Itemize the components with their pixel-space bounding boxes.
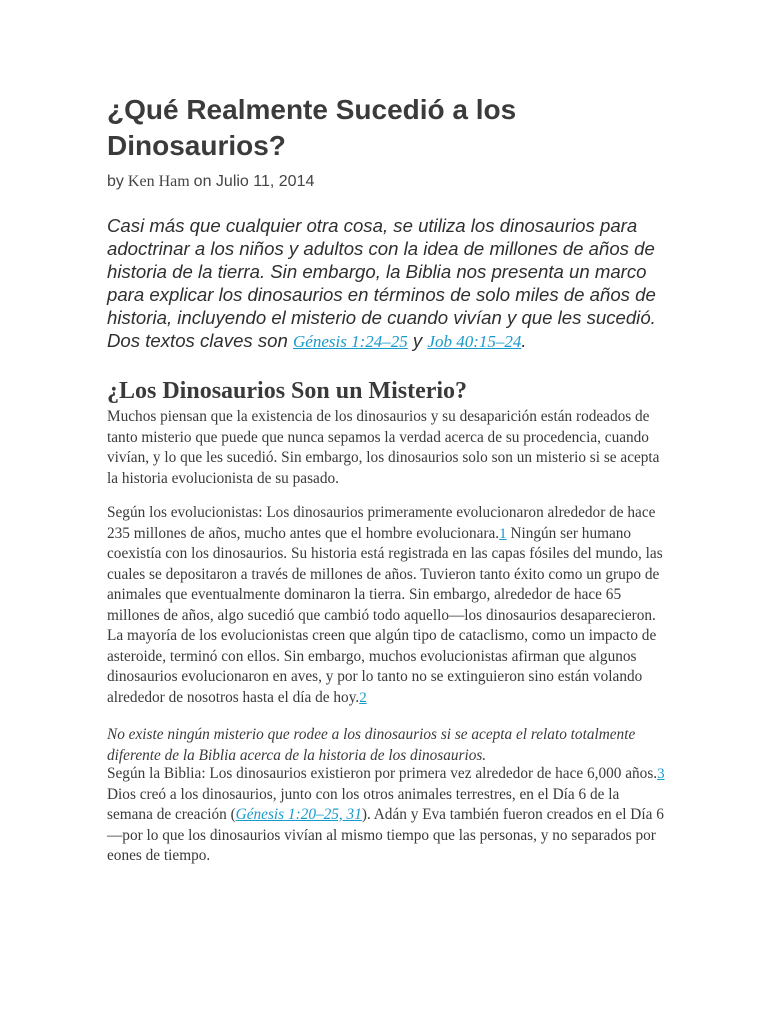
paragraph-4-text-c: ). Adán y Eva también fueron creados en el Día 6—por lo que los dinosaurios vivían al mismo tiempo que las personas, y no separados por eones de tiempo. xyxy=(107,806,664,864)
section-heading: ¿Los Dinosaurios Son un Misterio? xyxy=(107,378,468,404)
lead-end: . xyxy=(521,330,527,351)
byline-date: on Julio 11, 2014 xyxy=(193,173,315,190)
job-link[interactable]: Job 40:15–24 xyxy=(427,332,522,351)
paragraph-4 xyxy=(107,764,667,867)
genesis-link[interactable]: Génesis 1:24–25 xyxy=(293,332,408,351)
footnote-3-link[interactable]: 3 xyxy=(657,766,665,782)
paragraph-2 xyxy=(107,503,667,708)
footnote-1-link[interactable]: 1 xyxy=(499,525,507,542)
lead-paragraph xyxy=(107,214,669,353)
paragraph-4-text-b: Dios creó a los dinosaurios, junto con los otros animales terrestres, en el Día 6 de la semana de creación ( xyxy=(107,785,620,823)
lead-conj: y xyxy=(407,330,428,351)
paragraph-2-text-a: Según los evolucionistas: Los dinosaurios primeramente evolucionaron alrededor de hace 235 millones de años, mucho antes que el hombre evolucionara. xyxy=(107,504,656,542)
paragraph-4-text-a: Según la Biblia: Los dinosaurios existieron por primera vez alrededor de hace 6,000 años. xyxy=(107,765,658,782)
footnote-2-link[interactable]: 2 xyxy=(359,689,367,706)
paragraph-1: Muchos piensan que la existencia de los dinosaurios y su desaparición están rodeados de tanto misterio que puede que nunca sepamos la verdad acerca de su procedencia, cuando vivían, y lo que les sucedió. Sin embargo, los dinosaurios solo son un misterio si se acepta la historia evolucionista de su pasado. xyxy=(107,408,660,487)
paragraph-3-italic: No existe ningún misterio que rodee a los dinosaurios si se acepta el relato totalmente diferente de la Biblia acerca de la historia de los dinosaurios. xyxy=(107,726,636,764)
paragraph-2-text-b: Ningún ser humano coexistía con los dinosaurios. Su historia está registrada en las capas fósiles del mundo, las cuales se depositaron a través de millones de años. Tuvieron tanto éxito como un grupo de animales que eventualmente dominaron la tierra. Sin embargo, alrededor de hace 65 millones de años, algo sucedió que cambió todo aquello—los dinosaurios desaparecieron. La mayoría de los evolucionistas creen que algún tipo de cataclismo, como un impacto de asteroide, terminó con ellos. Sin embargo, muchos evolucionistas afirman que algunos dinosaurios evolucionaron en aves, y por lo tanto no se extinguieron sino están volando alrededor de nosotros hasta el día de hoy. xyxy=(107,524,663,706)
genesis-1-20-link[interactable]: Génesis 1:20–25, 31 xyxy=(235,806,362,823)
lead-text: Casi más que cualquier otra cosa, se utiliza los dinosaurios para adoctrinar a los niños y adultos con la idea de millones de años de historia de la tierra. Sin embargo, la Biblia nos presenta un marco para explicar los dinosaurios en términos de solo miles de años de historia, incluyendo el misterio de cuando vivían y que les sucedió. Dos textos claves son xyxy=(107,215,656,351)
byline xyxy=(107,172,314,192)
page-title: ¿Qué Realmente Sucedió a los Dinosaurios? xyxy=(107,94,517,161)
byline-by: by xyxy=(107,173,124,190)
byline-author: Ken Ham xyxy=(127,173,190,190)
